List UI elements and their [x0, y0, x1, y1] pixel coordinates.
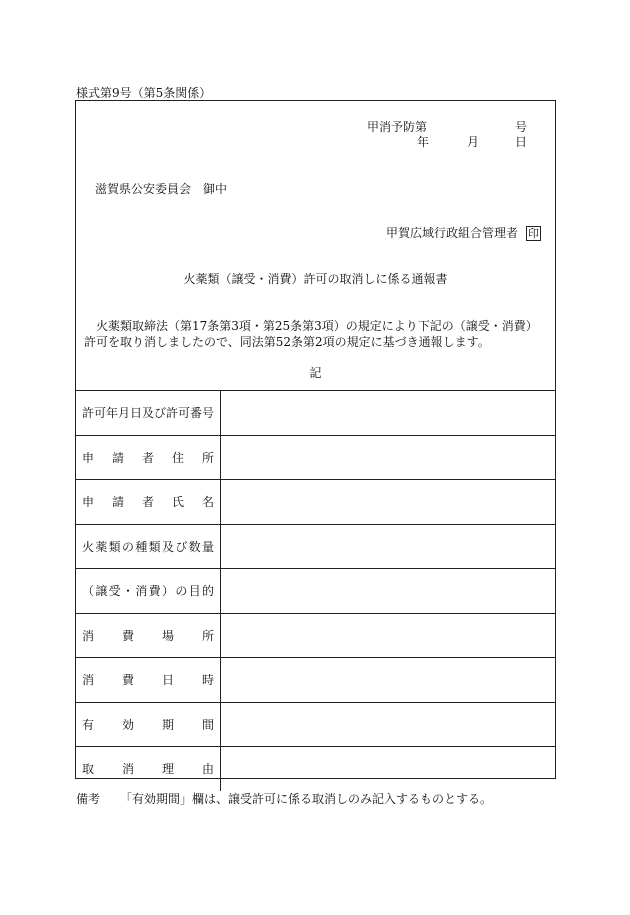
form-frame: [75, 100, 556, 779]
addressee-name: 滋賀県公安委員会: [95, 182, 192, 196]
form-header: [76, 101, 555, 391]
row-label-cancellation-reason: 取消理由: [76, 747, 221, 791]
remark-label: 備考: [76, 792, 101, 806]
table-row: [76, 391, 555, 435]
row-value-cancellation-reason[interactable]: [221, 747, 555, 791]
sender-name: 甲賀広域行政組合管理者: [385, 226, 518, 240]
body-text: 火薬類取締法（第17条第3項・第25条第3項）の規定により下記の（譲受・消費）許可を取り消しましたので、同法第52条第2項の規定に基づき通報します。: [84, 319, 538, 349]
row-value-validity-period[interactable]: [221, 702, 555, 747]
remark-text: 「有効期間」欄は、譲受許可に係る取消しのみ記入するものとする。: [120, 792, 493, 806]
table-row: [76, 480, 555, 525]
sender: [386, 224, 541, 241]
row-label-consumption-datetime: 消費日時: [76, 658, 221, 703]
table-row: [76, 613, 555, 658]
row-label-permit-date-number: 許可年月日及び許可番号: [76, 391, 221, 435]
table-row: [76, 702, 555, 747]
row-value-applicant-name[interactable]: [221, 480, 555, 525]
addressee-honorific: 御中: [203, 182, 228, 196]
date-day-label: 日: [514, 135, 527, 149]
table-row: [76, 435, 555, 480]
date-year-label: 年: [417, 135, 430, 149]
row-label-purpose: （譲受・消費）の目的: [76, 569, 221, 614]
row-value-permit-date-number[interactable]: [221, 391, 555, 435]
row-value-applicant-address[interactable]: [221, 435, 555, 480]
document-number-suffix: 号: [514, 120, 527, 134]
row-value-explosive-type-quantity[interactable]: [221, 524, 555, 569]
row-label-consumption-place: 消費場所: [76, 613, 221, 658]
row-value-purpose[interactable]: [221, 569, 555, 614]
seal-mark: 印: [528, 227, 539, 240]
ki-heading: 記: [309, 366, 322, 380]
addressee: [95, 180, 227, 197]
table-row: [76, 747, 555, 791]
row-value-consumption-datetime[interactable]: [221, 658, 555, 703]
form-number: 様式第9号（第5条関係）: [76, 86, 212, 100]
row-label-explosive-type-quantity: 火薬類の種類及び数量: [76, 524, 221, 569]
row-value-consumption-place[interactable]: [221, 613, 555, 658]
row-label-validity-period: 有効期間: [76, 702, 221, 747]
date-month-label: 月: [467, 135, 480, 149]
document-title: 火薬類（譲受・消費）許可の取消しに係る通報書: [183, 272, 448, 286]
fields-table: [76, 391, 555, 791]
remark-note: [76, 790, 492, 807]
table-row: [76, 658, 555, 703]
table-row: [76, 569, 555, 614]
document-number-prefix: 甲消予防第: [367, 120, 428, 134]
row-label-applicant-address: 申請者住所: [76, 435, 221, 480]
row-label-applicant-name: 申請者氏名: [76, 480, 221, 525]
table-row: [76, 524, 555, 569]
